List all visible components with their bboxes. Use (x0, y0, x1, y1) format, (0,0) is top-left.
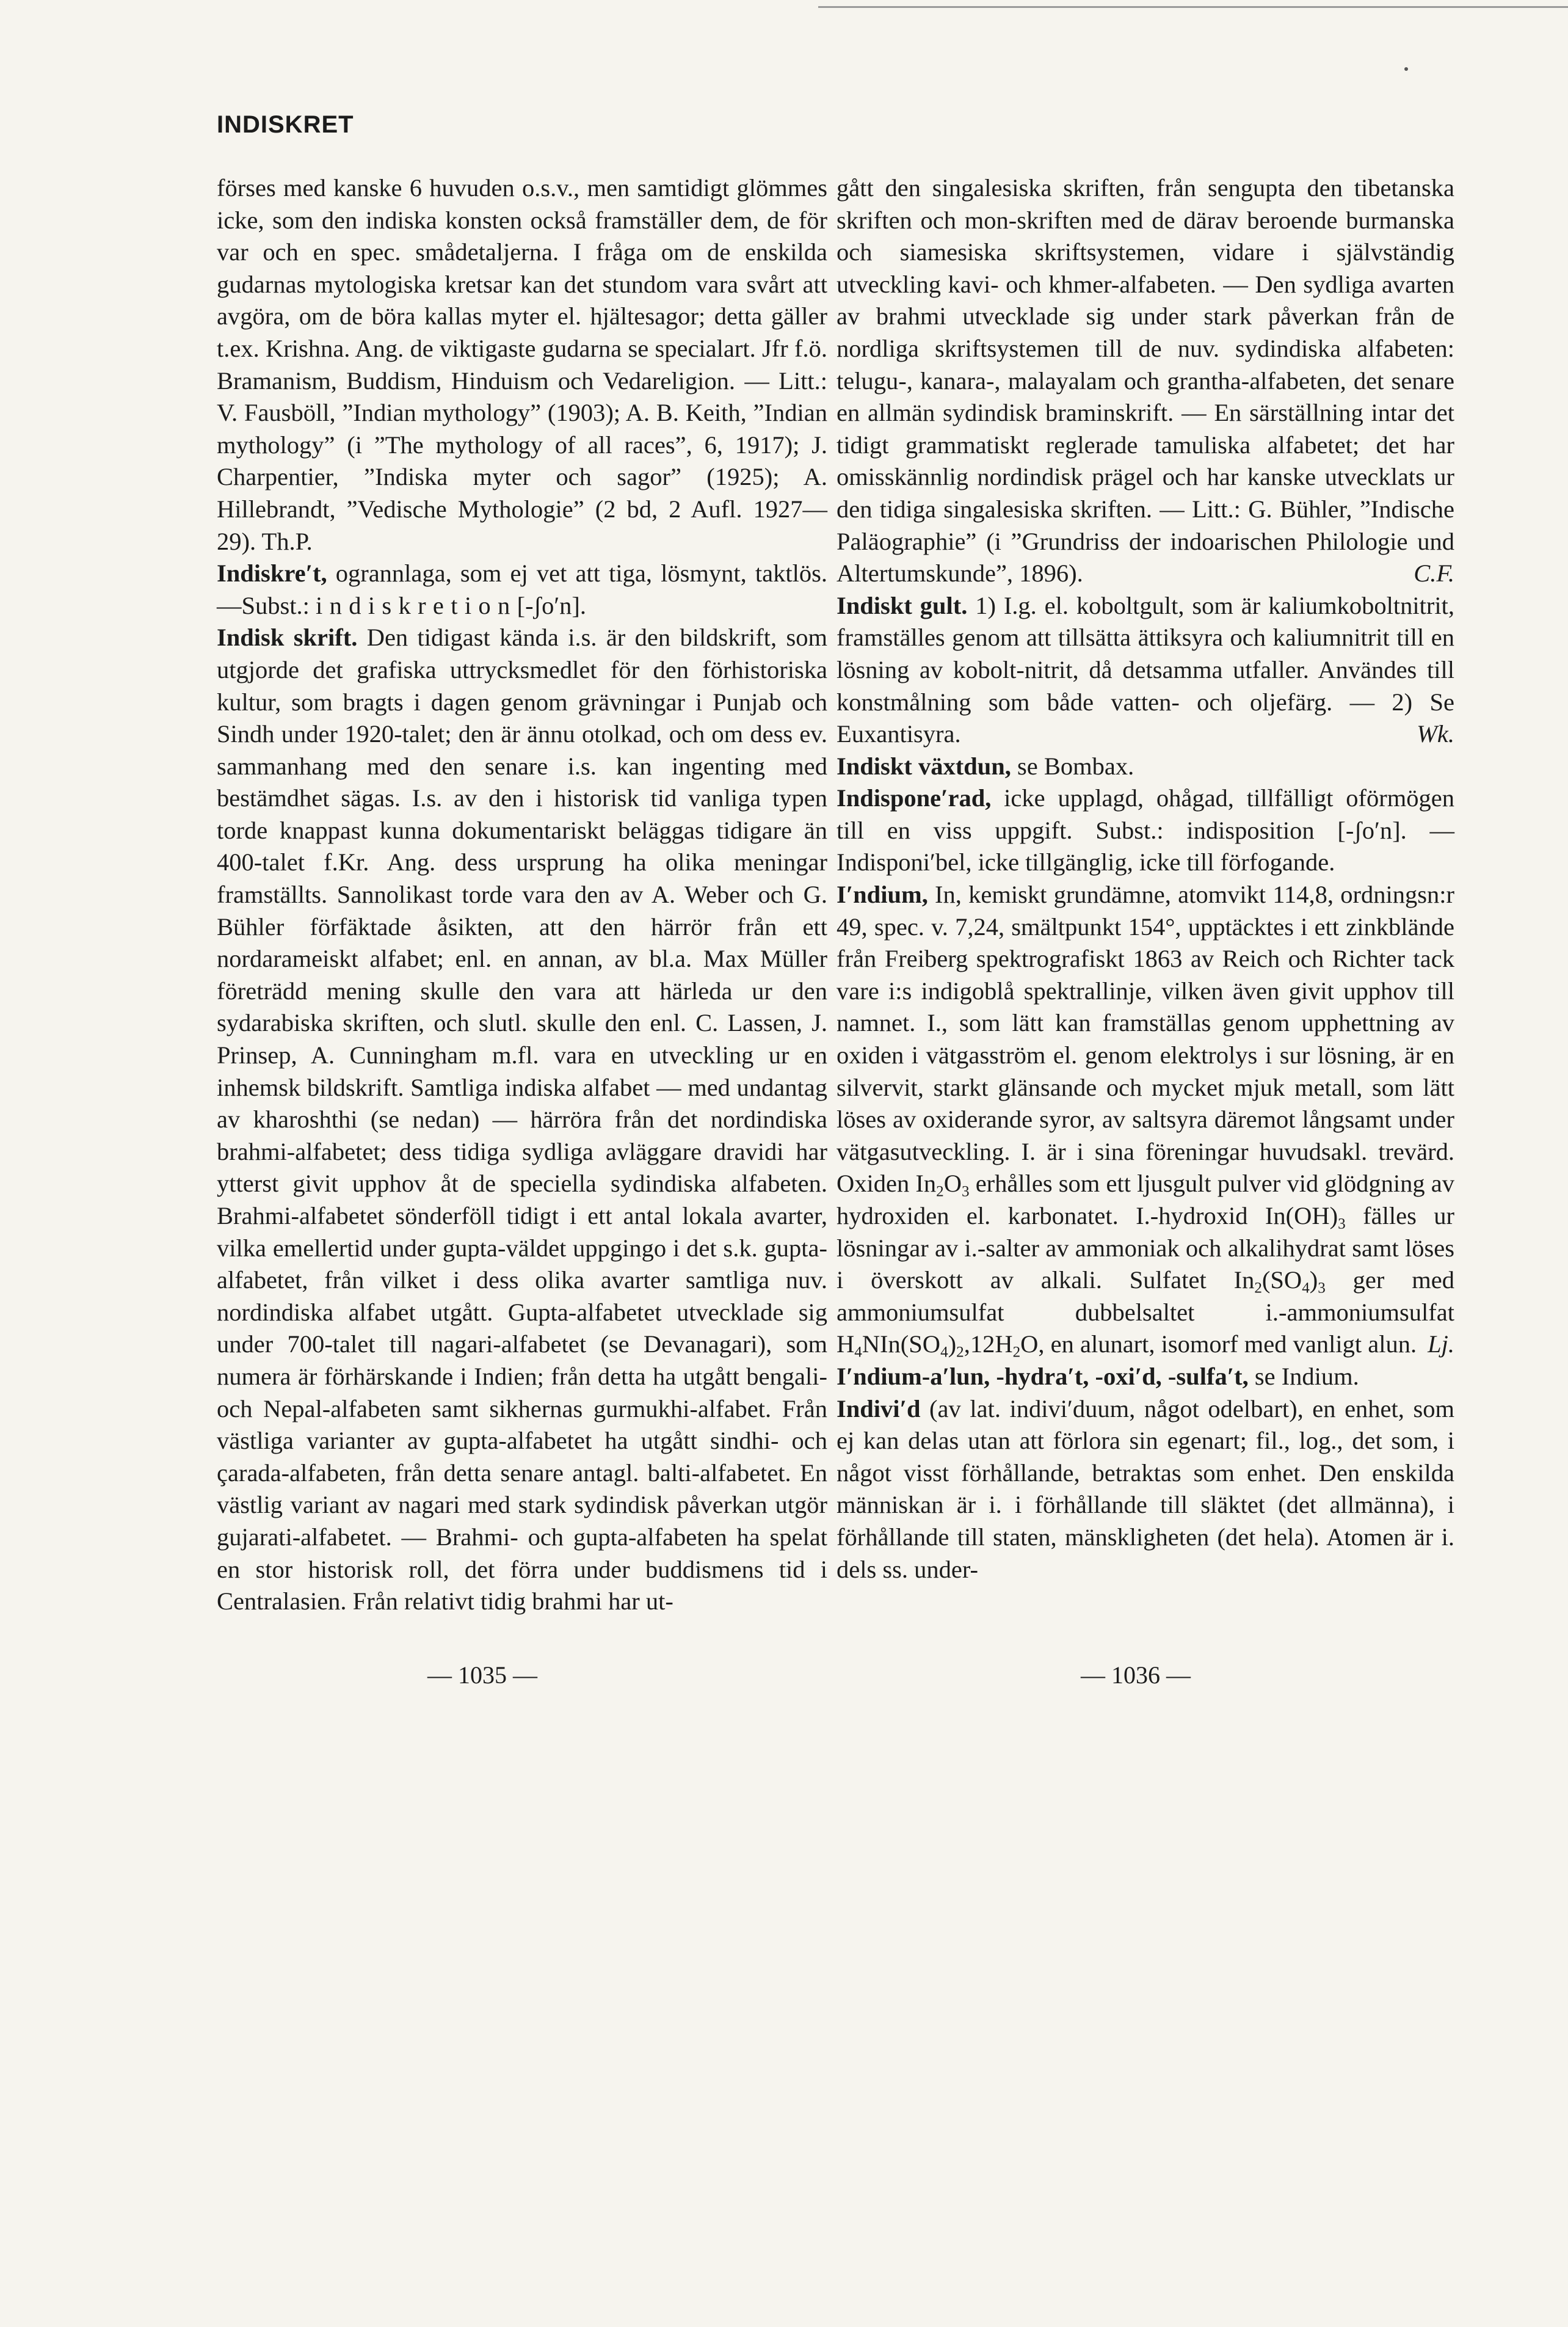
formula-sulfate: $In_2(SO_4)_3$ (1233, 1266, 1326, 1297)
entry-indiskret (217, 558, 827, 622)
entry-text: erhålles som ett ljusgult pulver vid glödgning av hydroxiden el. karbonatet. I.-hydroxid (837, 1170, 1455, 1229)
left-column (217, 172, 827, 1618)
headword: Indisk skrift. (217, 624, 358, 652)
entry-text: In, kemiskt grundämne, atomvikt 114,8, ordningsn:r 49, spec. v. 7,24, smältpunkt 154°, upptäcktes i ett zinkblände från Freiberg spektrografiskt 1863 av Reich och Richter tack vare i:s indigoblå spektrallinje, vilken även givit upphov till namnet. I., som lätt kan framställas genom upphettning av oxiden i vätgasström el. genom elektrolys i sur lösning, är en silvervit, starkt glänsande och mycket mjuk metall, som lätt löses av oxiderande syror, av saltsyra däremot långsamt under vätgasutveckling. I. är i sina föreningar huvudsakl. trevärd. Oxiden (837, 881, 1454, 1198)
entry-text: ger med ammoniumsulfat dubbelsaltet i.-ammoniumsulfat (837, 1266, 1454, 1326)
page-number-right: — 1036 — (1081, 1661, 1191, 1689)
running-header: INDISKRET (217, 111, 354, 138)
formula-double-salt: $H_4NIn(SO_4)_2,12H_2O$ (837, 1330, 1039, 1361)
signature: C.F. (1414, 559, 1454, 588)
paragraph-skrift-continuation (837, 172, 1454, 590)
entry-text: gått den singalesiska skriften, från sengupta den tibetanska skriften och mon-skriften med de därav beroende burmanska och siamesiska skriftsystemen, vidare i självständig utveckling kavi- och khmer-alfabeten. — Den sydliga avarten av brahmi utvecklade sig under stark påverkan från de nordliga skriftsystemen till de nuv. sydindiska alfabeten: telugu-, kanara-, malayalam och grantha-alfabeten, det senare en allmän sydindisk braminskrift. — En särställning intar det tidigt grammatiskt reglerade tamuliska alfabetet; det har omisskännlig nordindisk prägel och har kanske utvecklats ur den tidiga singalesiska skriften. — Litt.: G. Bühler, ”Indische Paläographie” (i ”Grundriss der indoarischen Philologie und Altertumskunde”, 1896). (837, 174, 1454, 588)
formula-oxide: $In_2O_3$ (915, 1170, 970, 1200)
speck (1404, 67, 1408, 71)
headword: Indiskre′t, (217, 559, 327, 588)
formula-hydroxide: $In(OH)_3$ (1265, 1202, 1346, 1233)
entry-text: , en alunart, isomorf med vanligt alun. (1038, 1330, 1417, 1358)
entry-individ (837, 1393, 1454, 1586)
paragraph-mythology-end: förses med kanske 6 huvuden o.s.v., men samtidigt glömmes icke, som den indiska konsten också framställer dem, de för var och en spec. smådetaljerna. I fråga om de enskilda gudarnas mytologiska kretsar kan det stundom vara svårt att avgöra, om de böra kallas myter el. hjältesagor; detta gäller t.ex. Krishna. Ang. de viktigaste gudarna se specialart. Jfr f.ö. Bramanism, Buddism, Hinduism och Vedareligion. — Litt.: V. Fausböll, ”Indian mythology” (1903); A. B. Keith, ”Indian mythology” (i ”The mythology of all races”, 6, 1917); J. Charpentier, ”Indiska myter och sagor” (1925); A. Hillebrandt, ”Vedische Mythologie” (2 bd, 2 Aufl. 1927—29). Th.P. (217, 174, 827, 555)
right-column (837, 172, 1454, 1586)
headword: I′ndium, (837, 881, 928, 909)
entry-text: (av lat. indivi′duum, något odelbart), en enhet, som ej kan delas utan att förlora sin egenart; fil., log., det som, i något visst förhållande, betraktas som enhet. Den enskilda människan är i. i förhållande till släktet (det allmänna), i förhållande till staten, mänskligheten (det hela). Atomen är i. dels ss. under- (837, 1394, 1454, 1583)
signature: Wk. (1417, 720, 1454, 748)
entry-text: icke upplagd, ohågad, tillfälligt oförmögen till en viss uppgift. Subst.: indisposition [-ʃo′n]. — Indisponi′bel, icke tillgänglig, icke till förfogande. (837, 784, 1454, 876)
headword: Indispone′rad, (837, 784, 992, 812)
entry-indiskt-gult (837, 590, 1454, 751)
entry-indisponerad (837, 782, 1454, 879)
top-rule (818, 6, 1568, 8)
headword: Indivi′d (837, 1394, 921, 1422)
entry-indium-alun (837, 1361, 1454, 1393)
page-number-left: — 1035 — (427, 1661, 537, 1689)
entry-tail: [-ʃo′n]. (517, 591, 587, 619)
signature: Lj. (1428, 1330, 1454, 1358)
headword: I′ndium-a′lun, -hydra′t, -oxi′d, -sulfa′t, (837, 1362, 1249, 1390)
entry-text: 1) I.g. el. koboltgult, som är kaliumkoboltnitrit, framställes genom att tillsätta ättiksyra och kaliumnitrit till en lösning av kobolt-nitrit, då detsamma utfaller. Användes till konstmålning som både vatten- och oljefärg. — 2) Se Euxantisyra. (837, 591, 1454, 748)
entry-indiskt-vaxtdun (837, 751, 1454, 783)
entry-indium (837, 879, 1454, 1361)
entry-text: fälles ur lösningar av i.-salter av ammoniak och alkalihydrat samt löses i överskott av alkali. Sulfatet (837, 1202, 1454, 1294)
spaced-term: indiskretion (316, 591, 517, 619)
entry-indisk-skrift (217, 622, 827, 1617)
headword: Indiskt gult. (837, 591, 968, 619)
entry-text: Den tidigast kända i.s. är den bildskrift, som utgjorde det grafiska uttrycksmedlet för den förhistoriska kultur, som bragts i dagen genom grävningar i Punjab och Sindh under 1920-talet; den är ännu otolkad, och om dess ev. sammanhang med den senare i.s. kan ingenting med bestämdhet sägas. I.s. av den i historisk tid vanliga typen torde knappast kunna dokumentariskt beläggas tidigare än 400-talet f.Kr. Ang. dess ursprung ha olika meningar framställts. Sannolikast torde vara den av A. Weber och G. Bühler förfäktade åsikten, att den härrör från ett nordarameiskt alfabet; enl. en annan, av bl.a. Max Müller företrädd mening skulle den vara att härleda ur den sydarabiska skriften, och slutl. skulle den enl. C. Lassen, J. Prinsep, A. Cunningham m.fl. vara en utveckling ur en inhemsk bildskrift. Samtliga indiska alfabet — med undantag av kharoshthi (se nedan) — härröra från det nordindiska brahmi-alfabetet; dess tidiga sydliga avläggare dravidi har ytterst givit upphov åt de speciella sydindiska alfabeten. Brahmi-alfabetet sönderföll tidigt i ett antal lokala avarter, vilka emellertid under gupta-väldet uppgingo i det s.k. gupta-alfabetet, från vilket i dess olika avarter samtliga nuv. nordindiska alfabet utgått. Gupta-alfabetet utvecklade sig under 700-talet till nagari-alfabetet (se Devanagari), som numera är förhärskande i Indien; från detta ha utgått bengali- och Nepal-alfabeten samt sikhernas gurmukhi-alfabet. Från västliga varianter av gupta-alfabetet ha utgått sindhi- och çarada-alfabeten, från detta senare antagl. balti-alfabetet. En västlig variant av nagari med stark sydindisk påverkan utgör gujarati-alfabetet. — Brahmi- och gupta-alfabeten ha spelat en stor historisk roll, det förra under buddismens tid i Centralasien. Från relativt tidig brahmi har ut- (217, 624, 827, 1615)
entry-text: se Indium. (1248, 1362, 1359, 1390)
entry-text: ogrannlaga, som ej vet att tiga, lösmynt, taktlös.—Subst.: (217, 559, 827, 619)
entry-text: se Bombax. (1011, 752, 1134, 780)
headword: Indiskt växtdun, (837, 752, 1011, 780)
